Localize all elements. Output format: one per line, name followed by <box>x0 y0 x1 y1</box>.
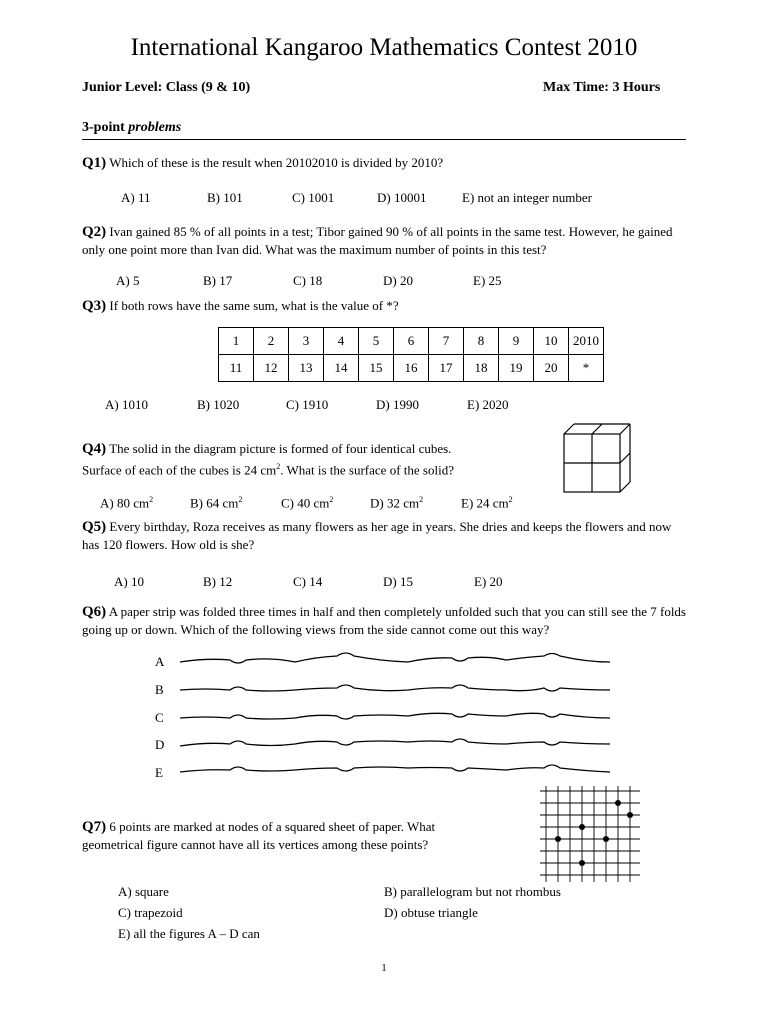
table-cell: 5 <box>359 328 394 355</box>
option-e: E) all the figures A – D can <box>118 926 260 941</box>
question-text-line-1: The solid in the diagram picture is formed of four identical cubes. <box>109 441 452 456</box>
option-a: A) 5 <box>116 273 140 288</box>
strip-d <box>180 739 610 746</box>
question-text: Which of these is the result when 20102010 is divided by 2010? <box>109 155 444 170</box>
table-cell: 14 <box>324 355 359 382</box>
option-c: C) 1001 <box>292 190 335 205</box>
option-d: D) 20 <box>383 273 413 288</box>
superscript: 2 <box>276 462 281 471</box>
option-text: A) 80 cm <box>100 495 150 511</box>
table-cell: 20 <box>534 355 569 382</box>
max-time-label: Max Time: 3 Hours <box>543 80 661 95</box>
option-b: B) 12 <box>203 574 233 589</box>
strip-label-e: E <box>155 765 163 780</box>
table-cell: 10 <box>534 328 569 355</box>
table-cell: 9 <box>499 328 534 355</box>
grid-point <box>579 824 585 830</box>
section-prefix: 3-point <box>82 120 125 135</box>
superscript: 2 <box>508 495 513 504</box>
option-c: C) 14 <box>293 574 323 589</box>
grid-point <box>627 812 633 818</box>
table-cell: 17 <box>429 355 464 382</box>
option-d <box>370 495 423 511</box>
strip-label-d: D <box>155 737 165 752</box>
question-text: A paper strip was folded three times in half and then completely unfolded such that you can still see the 7 folds going up or down. Which of the following views from the side cannot come out this way? <box>82 604 686 637</box>
option-d: D) 10001 <box>377 190 427 205</box>
question-number: Q6) <box>82 604 107 620</box>
strip-label-c: C <box>155 710 164 725</box>
option-e: E) 20 <box>474 574 503 589</box>
question-5 <box>82 518 690 553</box>
question-text: Ivan gained 85 % of all points in a test; Tibor gained 90 % of all points in the same test. However, he gained only one point more than Ivan did. What was the maximum number of points in this test? <box>82 224 673 257</box>
grid-point <box>615 800 621 806</box>
table-cell: 6 <box>394 328 429 355</box>
option-d: D) 1990 <box>376 397 419 412</box>
question-4 <box>82 440 552 478</box>
superscript: 2 <box>149 495 154 504</box>
page-title: International Kangaroo Mathematics Contest 2010 <box>130 34 638 61</box>
strip-label-b: B <box>155 682 164 697</box>
section-heading <box>82 120 181 136</box>
question-text: 6 points are marked at nodes of a squared sheet of paper. What geometrical figure cannot have all its vertices among these points? <box>82 819 436 852</box>
question-7-options <box>0 884 768 954</box>
question-3 <box>82 297 690 315</box>
option-c <box>281 495 333 511</box>
table-cell: 13 <box>289 355 324 382</box>
table-cell: * <box>569 355 604 382</box>
question-6 <box>82 603 690 638</box>
table-cell: 18 <box>464 355 499 382</box>
strip-label-a: A <box>155 654 165 669</box>
superscript: 2 <box>329 495 334 504</box>
table-row <box>219 328 604 355</box>
option-e: E) 25 <box>473 273 502 288</box>
table-cell: 19 <box>499 355 534 382</box>
folded-strips-diagram <box>176 648 612 780</box>
grid-point <box>555 836 561 842</box>
dot-grid-diagram <box>540 786 640 882</box>
table-cell: 8 <box>464 328 499 355</box>
grid-point <box>579 860 585 866</box>
table-row <box>219 355 604 382</box>
option-text: B) 64 cm <box>190 495 239 511</box>
strip-e <box>180 765 610 772</box>
sum-table <box>218 327 604 382</box>
question-number: Q7) <box>82 819 107 835</box>
question-number: Q1) <box>82 155 107 171</box>
table-cell: 7 <box>429 328 464 355</box>
table-cell: 2 <box>254 328 289 355</box>
option-b: B) 1020 <box>197 397 240 412</box>
question-number: Q2) <box>82 224 107 240</box>
option-text: D) 32 cm <box>370 495 420 511</box>
table-cell: 4 <box>324 328 359 355</box>
option-c: C) 18 <box>293 273 323 288</box>
option-text: E) 24 cm <box>461 495 509 511</box>
question-text: If both rows have the same sum, what is the value of *? <box>109 298 399 313</box>
option-c: C) trapezoid <box>118 905 183 920</box>
option-d: D) 15 <box>383 574 413 589</box>
option-e: E) 2020 <box>467 397 509 412</box>
option-a: A) 10 <box>114 574 144 589</box>
table-cell: 1 <box>219 328 254 355</box>
table-cell: 16 <box>394 355 429 382</box>
four-cubes-diagram <box>560 420 636 496</box>
option-text: C) 40 cm <box>281 495 330 511</box>
strip-c <box>180 713 610 719</box>
option-e: E) not an integer number <box>462 190 592 205</box>
option-a: A) square <box>118 884 169 899</box>
question-number: Q5) <box>82 519 107 535</box>
question-2 <box>82 223 690 258</box>
table-cell: 11 <box>219 355 254 382</box>
section-divider <box>82 139 686 140</box>
section-suffix: problems <box>128 120 182 135</box>
option-e <box>461 495 513 511</box>
superscript: 2 <box>419 495 424 504</box>
table-cell: 2010 <box>569 328 604 355</box>
option-a: A) 1010 <box>105 397 148 412</box>
table-cell: 12 <box>254 355 289 382</box>
option-b: B) 17 <box>203 273 233 288</box>
question-number: Q3) <box>82 298 107 314</box>
table-cell: 15 <box>359 355 394 382</box>
question-text: Every birthday, Roza receives as many flowers as her age in years. She dries and keeps the flowers and now has 120 flowers. How old is she? <box>82 519 672 552</box>
question-7 <box>82 818 482 853</box>
page-number: 1 <box>381 962 387 974</box>
option-a: A) 11 <box>121 190 151 205</box>
option-a <box>100 495 153 511</box>
question-number: Q4) <box>82 441 107 457</box>
question-text-line-2b: . What is the surface of the solid? <box>280 462 454 478</box>
option-d: D) obtuse triangle <box>384 905 478 920</box>
option-b: B) parallelogram but not rhombus <box>384 884 561 899</box>
option-b <box>190 495 242 511</box>
option-b: B) 101 <box>207 190 243 205</box>
table-cell: 3 <box>289 328 324 355</box>
question-1 <box>82 154 690 172</box>
grid-point <box>603 836 609 842</box>
question-text-line-2a: Surface of each of the cubes is 24 cm <box>82 462 277 478</box>
option-c: C) 1910 <box>286 397 329 412</box>
strip-a <box>180 653 610 663</box>
superscript: 2 <box>238 495 243 504</box>
level-label: Junior Level: Class (9 & 10) <box>82 80 251 95</box>
strip-b <box>180 685 610 691</box>
